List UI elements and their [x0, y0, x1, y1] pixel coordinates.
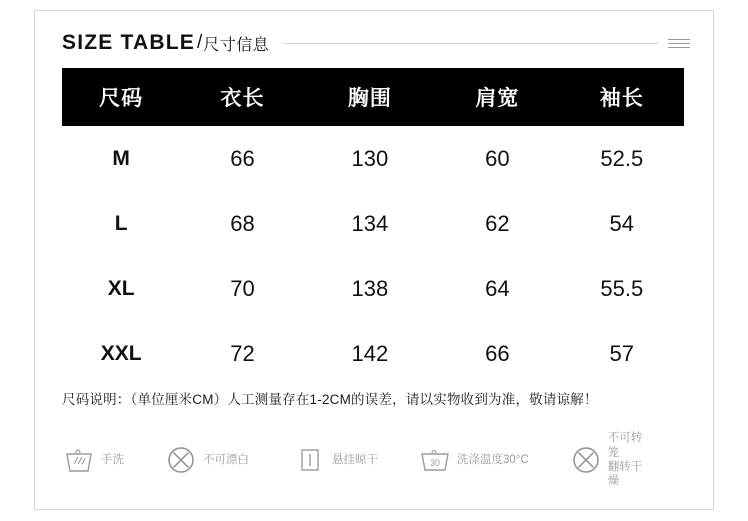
size-note: 尺码说明：（单位厘米CM）人工测量存在1-2CM的误差，请以实物收到为准，敬请谅解！ — [62, 392, 598, 407]
care-instructions-row — [62, 432, 694, 488]
care-label: 不可漂白 — [203, 453, 249, 466]
cell-shoulder: 60 — [435, 126, 559, 191]
care-item-hand-wash — [62, 443, 124, 477]
no-bleach-icon — [164, 443, 198, 477]
cell-bust: 142 — [305, 321, 436, 386]
cell-size: XXL — [62, 321, 180, 386]
column-header-bust: 胸围 — [305, 68, 436, 126]
wash-temp-30-icon — [418, 443, 452, 477]
cell-length: 72 — [180, 321, 304, 386]
no-tumble-dry-icon — [569, 443, 603, 477]
section-header — [62, 28, 692, 58]
cell-sleeve: 55.5 — [560, 256, 684, 321]
care-label-line2: 翻转干燥 — [607, 461, 643, 488]
care-label: 手洗 — [101, 453, 124, 466]
table-header — [62, 68, 684, 126]
table-row — [62, 191, 684, 256]
table-header-row — [62, 68, 684, 126]
care-label: 悬挂晾干 — [332, 453, 378, 466]
page-title-en: SIZE TABLE — [62, 31, 195, 54]
table-row — [62, 321, 684, 386]
cell-bust: 130 — [305, 126, 436, 191]
care-label: 洗涤温度30°C — [457, 453, 529, 466]
care-item-wash-temp — [418, 443, 529, 477]
table-row — [62, 256, 684, 321]
cell-size: XL — [62, 256, 180, 321]
care-item-no-tumble-dry — [569, 431, 652, 489]
cell-bust: 134 — [305, 191, 436, 256]
line-dry-icon — [293, 443, 327, 477]
column-header-sleeve: 袖长 — [560, 68, 684, 126]
cell-size: L — [62, 191, 180, 256]
table-row — [62, 126, 684, 191]
cell-shoulder: 62 — [435, 191, 559, 256]
care-item-no-bleach — [164, 443, 249, 477]
header-divider — [283, 43, 658, 44]
column-header-length: 衣长 — [180, 68, 304, 126]
cell-sleeve: 57 — [560, 321, 684, 386]
cell-shoulder: 66 — [435, 321, 559, 386]
cell-length: 66 — [180, 126, 304, 191]
svg-text:30: 30 — [429, 458, 441, 468]
cell-sleeve: 54 — [560, 191, 684, 256]
title-separator: / — [196, 32, 203, 53]
size-table — [62, 68, 684, 386]
column-header-size: 尺码 — [62, 68, 180, 126]
cell-length: 68 — [180, 191, 304, 256]
size-table-wrapper — [62, 68, 684, 386]
hamburger-icon — [668, 39, 690, 48]
cell-length: 70 — [180, 256, 304, 321]
table-body — [62, 126, 684, 386]
column-header-shoulder: 肩宽 — [435, 68, 559, 126]
care-item-line-dry — [293, 443, 378, 477]
cell-size: M — [62, 126, 180, 191]
care-label — [608, 431, 652, 489]
page-title-cn: 尺寸信息 — [203, 36, 270, 54]
cell-bust: 138 — [305, 256, 436, 321]
cell-sleeve: 52.5 — [560, 126, 684, 191]
cell-shoulder: 64 — [435, 256, 559, 321]
care-label-line1: 不可转笼 — [607, 432, 643, 459]
hand-wash-icon — [62, 443, 96, 477]
